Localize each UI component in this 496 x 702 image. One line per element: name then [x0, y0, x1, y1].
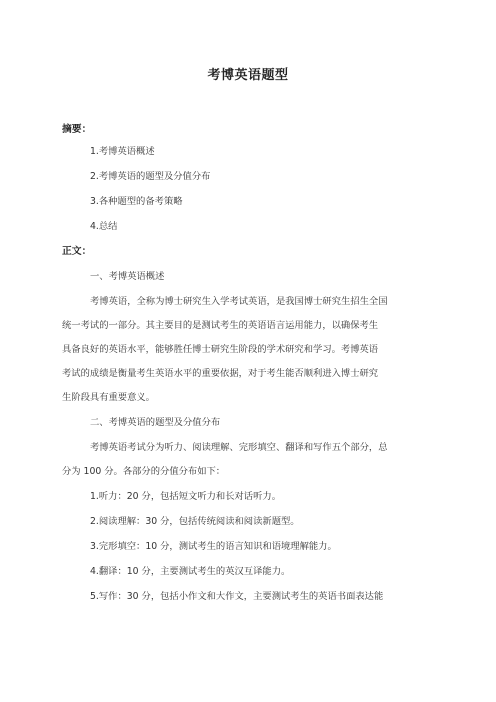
paragraph-line: 具备良好的英语水平，能够胜任博士研究生阶段的学术研究和学习。考博英语: [62, 344, 379, 355]
outline-item: 1.考博英语概述: [90, 146, 155, 157]
list-item: 1.听力：20 分，包括短文听力和长对话听力。: [90, 491, 281, 502]
paragraph-line: 分为 100 分。各部分的分值分布如下：: [62, 466, 226, 477]
abstract-heading: 摘要：: [62, 124, 92, 135]
document-title: 考博英语题型: [207, 68, 289, 83]
paragraph-line: 考试的成绩是衡量考生英语水平的重要依据，对于考生能否顺利进入博士研究: [62, 368, 379, 379]
paragraph-line: 考博英语考试分为听力、阅读理解、完形填空、翻译和写作五个部分，总: [90, 442, 388, 453]
list-item: 4.翻译：10 分，主要测试考生的英汉互译能力。: [90, 566, 291, 577]
outline-item: 4.总结: [90, 221, 118, 232]
section-heading: 一、考博英语概述: [90, 271, 165, 282]
list-item: 2.阅读理解：30 分，包括传统阅读和阅读新题型。: [90, 516, 300, 527]
paragraph-line: 考博英语，全称为博士研究生入学考试英语，是我国博士研究生招生全国: [90, 296, 388, 307]
body-heading: 正文：: [62, 246, 92, 257]
section-heading: 二、考博英语的题型及分值分布: [90, 417, 221, 428]
list-item: 3.完形填空：10 分，测试考生的语言知识和语境理解能力。: [90, 541, 337, 552]
paragraph-line: 生阶段具有重要意义。: [62, 392, 155, 403]
outline-item: 2.考博英语的题型及分值分布: [90, 171, 211, 182]
outline-item: 3.各种题型的备考策略: [90, 196, 183, 207]
paragraph-line: 统一考试的一部分。其主要目的是测试考生的英语语言运用能力，以确保考生: [62, 320, 379, 331]
list-item: 5.写作：30 分，包括小作文和大作文，主要测试考生的英语书面表达能: [90, 591, 384, 602]
